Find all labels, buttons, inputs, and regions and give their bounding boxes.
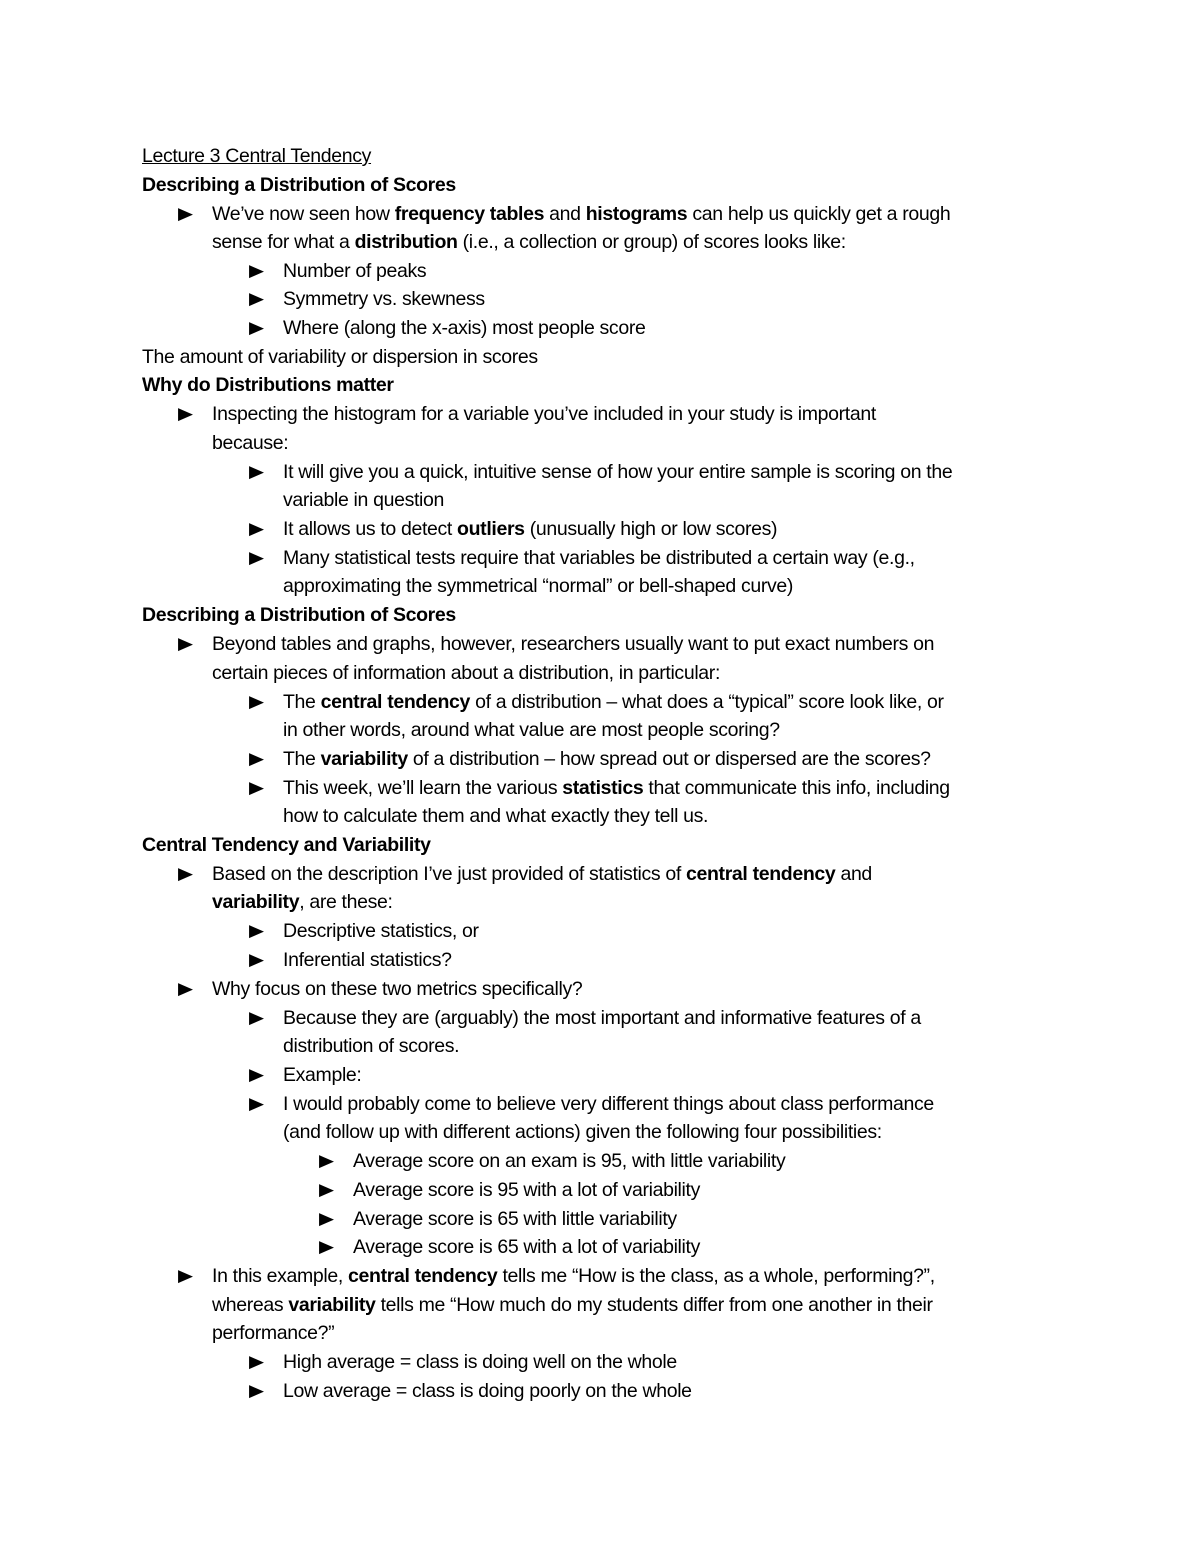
text-line: [283, 1118, 882, 1146]
text-run: and: [544, 203, 586, 225]
text-run: Many statistical tests require that variables be distributed a certain way (e.g.,: [283, 547, 915, 569]
bullet-arrow-icon: ▶: [249, 261, 265, 280]
bullet-arrow-icon: ▶: [249, 1352, 265, 1371]
text-run: Example:: [283, 1064, 362, 1086]
bullet-arrow-icon: ▶: [178, 979, 194, 998]
text-run: The amount of variability or dispersion in scores: [142, 346, 538, 368]
text-run: of a distribution – how spread out or dispersed are the scores?: [407, 748, 931, 770]
bold-term: Central Tendency and Variability: [142, 834, 431, 856]
text-line: [212, 400, 876, 428]
text-run: Inferential statistics?: [283, 949, 452, 971]
bullet-arrow-icon: ▶: [178, 864, 194, 883]
text-run: High average = class is doing well on the whole: [283, 1351, 677, 1373]
bullet-arrow-icon: ▶: [319, 1237, 335, 1256]
bold-term: outliers: [457, 518, 525, 540]
bullet-arrow-icon: ▶: [249, 548, 265, 567]
text-line: [212, 975, 582, 1003]
page-title: [142, 142, 371, 170]
text-run: We’ve now seen how: [212, 203, 395, 225]
bold-term: Describing a Distribution of Scores: [142, 174, 456, 196]
text-run: and: [835, 863, 872, 885]
text-run: , are these:: [299, 891, 393, 913]
bullet-arrow-icon: ▶: [249, 462, 265, 481]
text-run: Because they are (arguably) the most important and informative features of a: [283, 1007, 921, 1029]
bold-term: statistics: [562, 777, 644, 799]
text-run: Why focus on these two metrics specifically?: [212, 978, 583, 1000]
text-run: Inspecting the histogram for a variable you’ve included in your study is important: [212, 403, 876, 425]
bullet-arrow-icon: ▶: [319, 1209, 335, 1228]
text-line: [212, 228, 846, 256]
text-run: tells me “How is the class, as a whole, performing?”,: [497, 1265, 935, 1287]
text-line: [283, 486, 444, 514]
bullet-arrow-icon: ▶: [249, 692, 265, 711]
text-line: [212, 888, 393, 916]
bold-term: Why do Distributions matter: [142, 374, 394, 396]
section-heading: [142, 601, 456, 629]
bullet-arrow-icon: ▶: [249, 749, 265, 768]
bullet-arrow-icon: ▶: [249, 950, 265, 969]
bullet-arrow-icon: ▶: [178, 1266, 194, 1285]
text-line: [353, 1147, 785, 1175]
text-run: (and follow up with different actions) given the following four possibilities:: [283, 1121, 882, 1143]
text-run: variable in question: [283, 489, 445, 511]
bold-term: histograms: [585, 203, 688, 225]
text-line: [283, 1377, 692, 1405]
text-run: Average score on an exam is 95, with little variability: [353, 1150, 786, 1172]
bullet-arrow-icon: ▶: [249, 778, 265, 797]
text-line: [283, 1004, 921, 1032]
text-line: [283, 688, 944, 716]
bullet-arrow-icon: ▶: [249, 921, 265, 940]
text-run: Where (along the x-axis) most people score: [283, 317, 646, 339]
text-run: tells me “How much do my students differ from one another in their: [375, 1294, 933, 1316]
bold-term: variability: [212, 891, 300, 913]
bullet-arrow-icon: ▶: [249, 1008, 265, 1027]
bullet-arrow-icon: ▶: [178, 204, 194, 223]
text-line: [212, 860, 872, 888]
text-run: whereas: [212, 1294, 289, 1316]
bold-term: central tendency: [348, 1265, 498, 1287]
bold-term: frequency tables: [394, 203, 545, 225]
text-run: Average score is 65 with little variability: [353, 1208, 677, 1230]
bold-term: variability: [288, 1294, 376, 1316]
bullet-arrow-icon: ▶: [249, 1094, 265, 1113]
text-run: It will give you a quick, intuitive sense of how your entire sample is scoring on the: [283, 461, 953, 483]
text-run: in other words, around what value are most people scoring?: [283, 719, 780, 741]
text-run: Based on the description I’ve just provided of statistics of: [212, 863, 686, 885]
text-run: that communicate this info, including: [643, 777, 950, 799]
bold-term: Describing a Distribution of Scores: [142, 604, 456, 626]
section-heading: [142, 831, 431, 859]
text-line: [212, 200, 950, 228]
bullet-arrow-icon: ▶: [319, 1151, 335, 1170]
text-line: [283, 716, 780, 744]
bullet-arrow-icon: ▶: [249, 1065, 265, 1084]
text-run: It allows us to detect: [283, 518, 458, 540]
text-run: Number of peaks: [283, 260, 427, 282]
text-line: [283, 946, 452, 974]
text-run: Lecture 3 Central Tendency: [142, 145, 372, 167]
text-run: Low average = class is doing poorly on the whole: [283, 1380, 692, 1402]
text-run: how to calculate them and what exactly they tell us.: [283, 805, 709, 827]
text-line: [212, 1319, 334, 1347]
bullet-arrow-icon: ▶: [249, 1381, 265, 1400]
bullet-arrow-icon: ▶: [319, 1180, 335, 1199]
bold-term: central tendency: [320, 691, 470, 713]
text-line: [353, 1233, 700, 1261]
text-run: performance?”: [212, 1322, 335, 1344]
section-heading: [142, 171, 456, 199]
text-line: [212, 429, 288, 457]
text-run: (unusually high or low scores): [524, 518, 778, 540]
text-run: I would probably come to believe very different things about class performance: [283, 1093, 934, 1115]
text-line: [212, 1262, 935, 1290]
section-heading: [142, 371, 394, 399]
text-run: of a distribution – what does a “typical” score look like, or: [470, 691, 944, 713]
text-line: [283, 1348, 677, 1376]
text-run: distribution of scores.: [283, 1035, 460, 1057]
text-line: [283, 544, 915, 572]
text-run: Average score is 95 with a lot of variability: [353, 1179, 700, 1201]
text-line: [283, 774, 950, 802]
text-line: [353, 1176, 700, 1204]
text-line: [283, 745, 931, 773]
text-line: [283, 515, 777, 543]
text-line: [212, 630, 934, 658]
text-run: Average score is 65 with a lot of variability: [353, 1236, 700, 1258]
text-run: (i.e., a collection or group) of scores looks like:: [457, 231, 846, 253]
text-line: [212, 659, 720, 687]
bullet-arrow-icon: ▶: [249, 289, 265, 308]
text-run: Beyond tables and graphs, however, researchers usually want to put exact numbers on: [212, 633, 935, 655]
text-line: [283, 314, 645, 342]
text-run: certain pieces of information about a distribution, in particular:: [212, 662, 721, 684]
text-run: The: [283, 748, 321, 770]
bullet-arrow-icon: ▶: [249, 318, 265, 337]
bullet-arrow-icon: ▶: [178, 634, 194, 653]
text-line: [283, 1061, 362, 1089]
text-run: Descriptive statistics, or: [283, 920, 479, 942]
text-run: approximating the symmetrical “normal” or bell-shaped curve): [283, 575, 794, 597]
text-line: [283, 917, 479, 945]
text-line: [283, 257, 426, 285]
text-run: In this example,: [212, 1265, 349, 1287]
text-line: [283, 572, 793, 600]
text-run: Symmetry vs. skewness: [283, 288, 485, 310]
bullet-arrow-icon: ▶: [249, 519, 265, 538]
text-run: because:: [212, 432, 289, 454]
bold-term: distribution: [354, 231, 458, 253]
text-line: [142, 343, 538, 371]
text-run: sense for what a: [212, 231, 355, 253]
text-line: [283, 458, 952, 486]
bullet-arrow-icon: ▶: [178, 404, 194, 423]
text-line: [283, 1032, 459, 1060]
text-line: [212, 1291, 933, 1319]
text-line: [283, 1090, 934, 1118]
text-run: The: [283, 691, 321, 713]
bold-term: central tendency: [686, 863, 836, 885]
text-line: [283, 802, 708, 830]
text-line: [283, 285, 485, 313]
text-run: This week, we’ll learn the various: [283, 777, 563, 799]
text-line: [353, 1205, 677, 1233]
text-run: can help us quickly get a rough: [687, 203, 951, 225]
bold-term: variability: [320, 748, 408, 770]
